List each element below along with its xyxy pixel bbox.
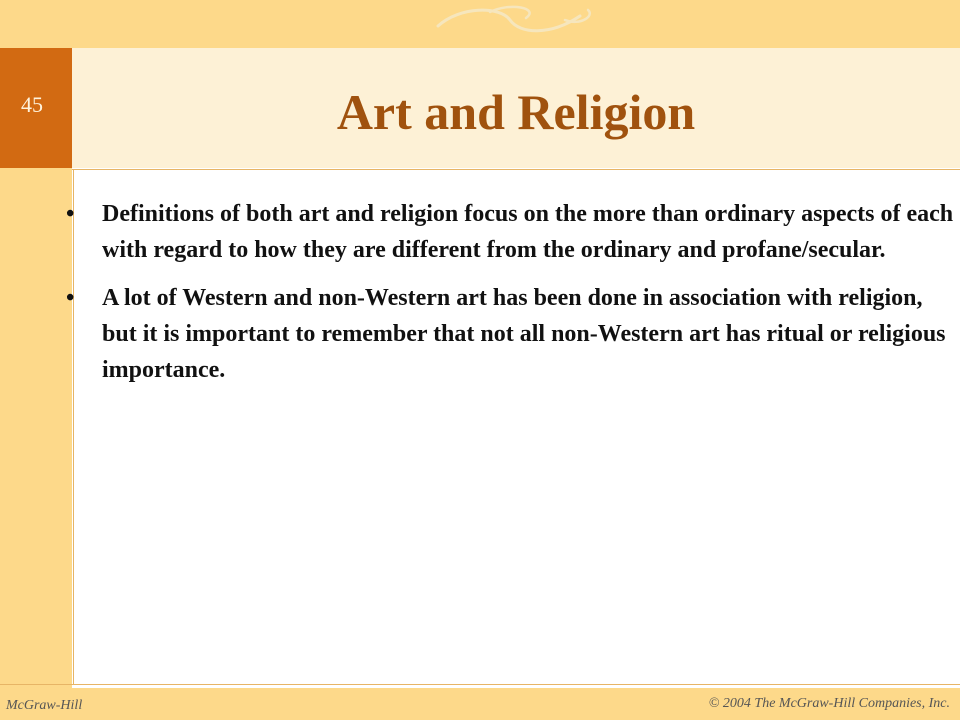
bullet-marker: • [66, 201, 75, 227]
bullet-marker: • [66, 285, 75, 311]
slide-title: Art and Religion [336, 84, 696, 140]
footer-copyright: © 2004 The McGraw-Hill Companies, Inc. [708, 696, 950, 711]
bullet-list [66, 196, 958, 400]
bullet-text: Definitions of both art and religion focus on the more than ordinary aspects of each with regard to how they are different from the ordinary and profane/secular. [102, 201, 954, 263]
bullet-item [66, 196, 958, 268]
footer-divider [0, 684, 960, 685]
slide-number: 45 [21, 92, 43, 117]
bullet-text: A lot of Western and non-Western art has been done in association with religion, but it is important to remember that not all non-Western art has ritual or religious importance. [102, 285, 946, 383]
title-divider [72, 169, 960, 170]
bullet-item [66, 280, 958, 388]
footer-publisher: McGraw-Hill [6, 698, 83, 713]
swirl-ornament-icon [430, 2, 600, 40]
